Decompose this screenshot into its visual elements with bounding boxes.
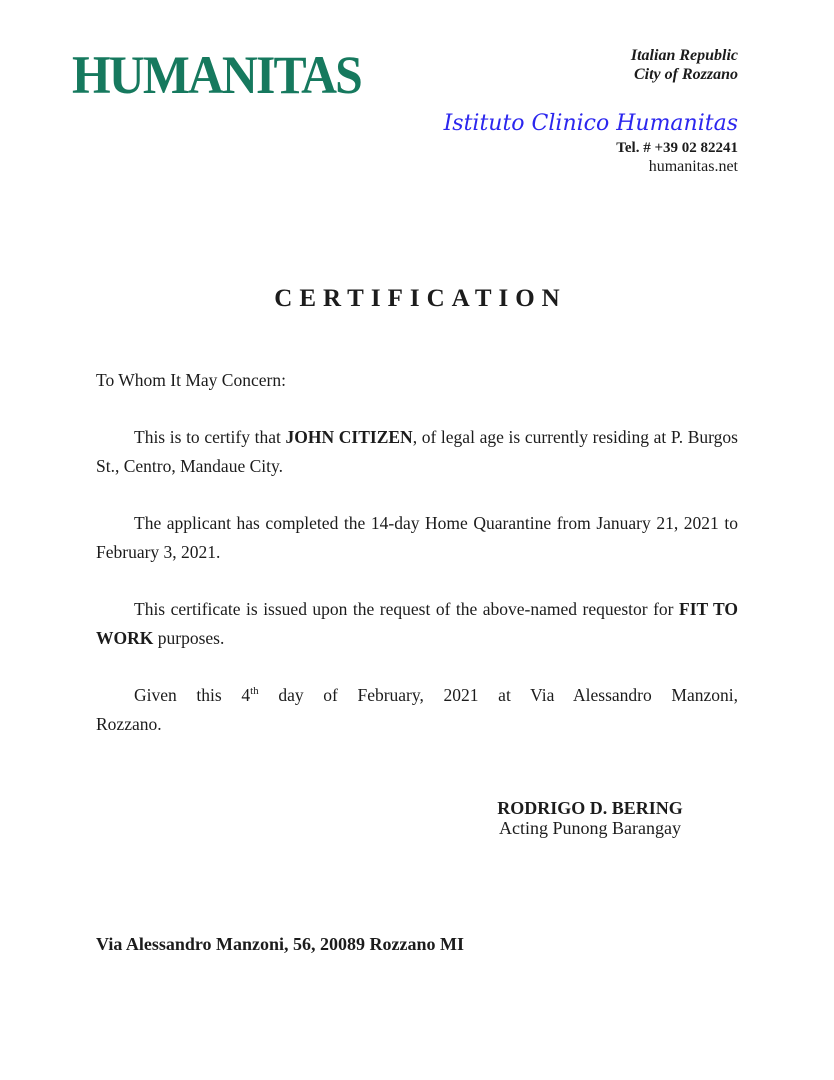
paragraph-certify — [96, 423, 738, 481]
purpose-label: FIT TO WORK — [96, 599, 738, 648]
given-date-text-cont: day of February, 2021 at Via Alessandro Manzoni, — [258, 685, 738, 705]
given-date-line — [96, 681, 738, 710]
letterhead-right-block — [444, 46, 738, 176]
ordinal-suffix: th — [250, 685, 259, 698]
given-place-line: Rozzano. — [96, 714, 162, 734]
telephone-number: Tel. # +39 02 82241 — [616, 140, 738, 156]
website-url: humanitas.net — [648, 158, 738, 175]
letter-body — [96, 366, 738, 739]
paragraph-given-date — [96, 681, 738, 739]
salutation: To Whom It May Concern: — [96, 370, 286, 390]
humanitas-logo: HUMANITAS — [72, 45, 361, 105]
institute-name: Istituto Clinico Humanitas — [443, 111, 738, 136]
paragraph-certify-text-cont: , of legal age is currently residing at P. Burgos St., Centro, Mandaue City. — [96, 427, 738, 476]
signature-block — [440, 798, 740, 838]
given-date-text: Given this 4 — [134, 685, 251, 705]
signatory-name: RODRIGO D. BERING — [497, 798, 683, 818]
paragraph-purpose-text: This certificate is issued upon the request of the above-named requestor for — [134, 599, 679, 619]
letterhead-country: Italian Republic — [630, 47, 738, 64]
document-title: CERTIFICATION — [274, 285, 567, 312]
letterhead-city: City of Rozzano — [633, 66, 738, 83]
paragraph-purpose-text-cont: purposes. — [153, 628, 225, 648]
paragraph-purpose — [96, 595, 738, 653]
citizen-name: JOHN CITIZEN — [285, 427, 413, 447]
paragraph-certify-text: This is to certify that — [134, 427, 286, 447]
footer-address: Via Alessandro Manzoni, 56, 20089 Rozzano MI — [96, 934, 465, 954]
signatory-role: Acting Punong Barangay — [499, 818, 681, 838]
paragraph-quarantine: The applicant has completed the 14-day Home Quarantine from January 21, 2021 to February 3, 2021. — [96, 513, 738, 562]
